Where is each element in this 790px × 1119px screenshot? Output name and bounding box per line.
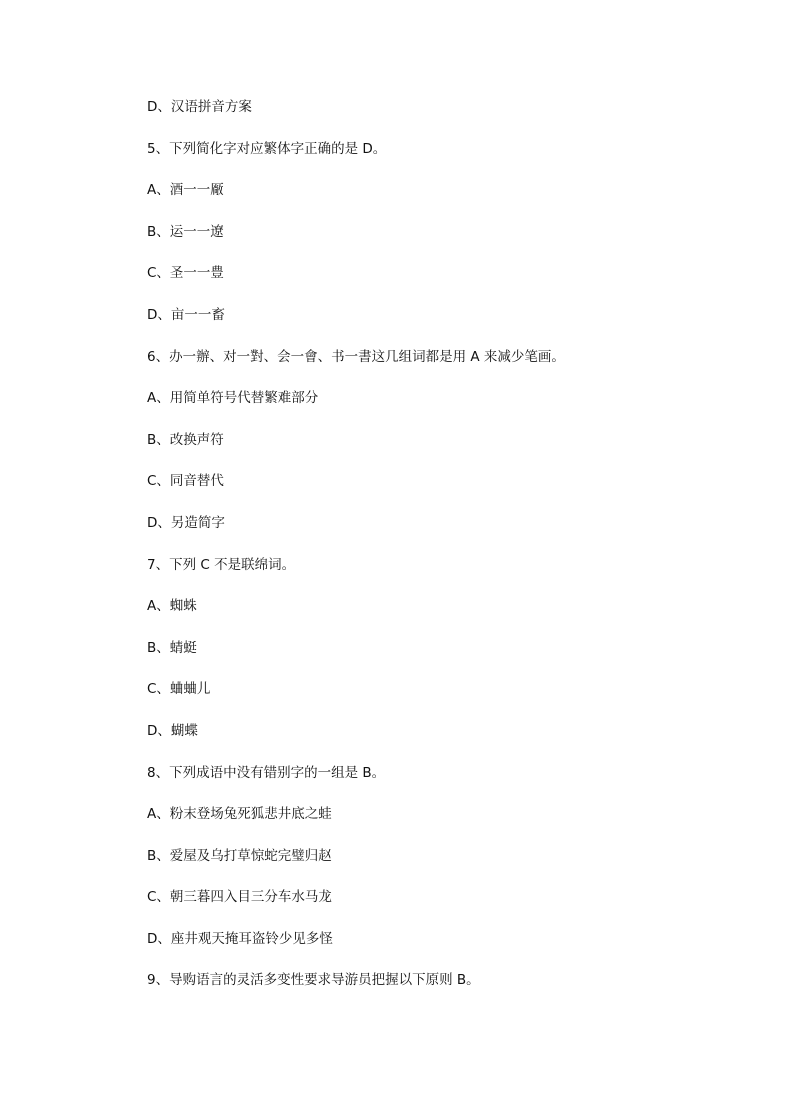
option-text: B、爱屋及乌打草惊蛇完璧归赵	[147, 847, 332, 864]
option-text: D、另造简字	[147, 514, 225, 531]
option-text: C、蛐蛐儿	[147, 681, 211, 698]
option-text: B、蜻蜓	[147, 639, 197, 656]
question-text: 5、下列简化字对应繁体字正确的是 D。	[147, 140, 387, 157]
document-body	[147, 97, 565, 1012]
option-text: A、蜘蛛	[147, 598, 197, 615]
option-text: D、座井观天掩耳盗铃少见多怪	[147, 930, 333, 947]
option-text: B、运一一遼	[147, 223, 224, 240]
option-text: A、粉末登场兔死狐悲井底之蛙	[147, 806, 332, 823]
option-text: A、酒一一厰	[147, 182, 224, 199]
question-text: 6、办一辦、对一對、会一會、书一書这几组词都是用 A 来减少笔画。	[147, 348, 565, 365]
option-text: D、亩一一畜	[147, 306, 225, 323]
option-text: D、汉语拼音方案	[147, 99, 252, 115]
option-text: A、用简单符号代替繁难部分	[147, 390, 319, 407]
option-text: C、同音替代	[147, 473, 224, 490]
option-text: D、蝴蝶	[147, 722, 198, 739]
question-text: 9、导购语言的灵活多变性要求导游员把握以下原则 B。	[147, 972, 480, 989]
option-text: C、朝三暮四入目三分车水马龙	[147, 889, 332, 906]
option-text: C、圣一一豊	[147, 265, 224, 282]
option-text: B、改换声符	[147, 431, 224, 448]
question-text: 8、下列成语中没有错别字的一组是 B。	[147, 764, 386, 781]
question-text: 7、下列 C 不是联绵词。	[147, 556, 296, 573]
